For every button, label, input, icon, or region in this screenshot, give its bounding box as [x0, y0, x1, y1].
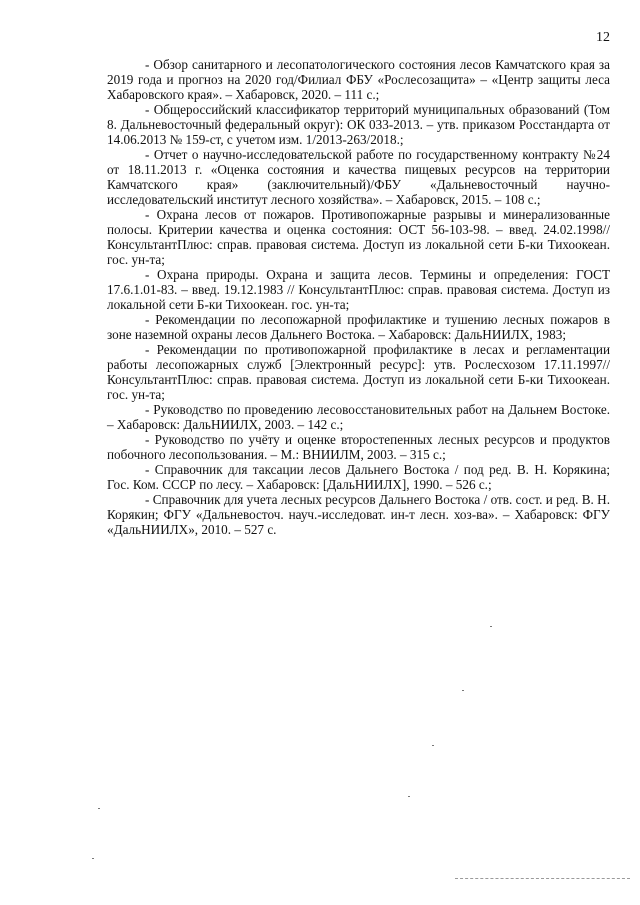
- reference-item: - Рекомендации по лесопожарной профилактике и тушению лесных пожаров в зоне наземной охраны лесов Дальнего Востока. – Хабаровск: ДальНИИЛХ, 1983;: [107, 312, 610, 342]
- reference-item: - Обзор санитарного и лесопатологического состояния лесов Камчатского края за 2019 года и прогноз на 2020 год/Филиал ФБУ «Рослесозащита» – «Центр защиты леса Хабаровского края». – Хабаровск, 2020. – 111 с.;: [107, 57, 610, 102]
- scan-speck: [462, 690, 464, 691]
- scan-speck: [490, 626, 492, 627]
- scan-speck: [92, 858, 94, 859]
- reference-item: - Руководство по учёту и оценке второстепенных лесных ресурсов и продуктов побочного лесопользования. – М.: ВНИИЛМ, 2003. – 315 с.;: [107, 432, 610, 462]
- reference-item: - Справочник для таксации лесов Дальнего Востока / под ред. В. Н. Корякина; Гос. Ком. СССР по лесу. – Хабаровск: [ДальНИИЛХ], 1990. – 526 с.;: [107, 462, 610, 492]
- scan-speck: [432, 745, 434, 746]
- reference-item: - Отчет о научно-исследовательской работе по государственному контракту №24 от 18.11.2013 г. «Оценка состояния и качества пищевых ресурсов на территории Камчатского края» (заключительный)/ФБУ «Дальневосточный научно-исследовательский институт лесного хозяйства». – Хабаровск, 2015. – 108 с.;: [107, 147, 610, 207]
- reference-item: - Охрана природы. Охрана и защита лесов. Термины и определения: ГОСТ 17.6.1.01-83. – введ. 19.12.1983 // КонсультантПлюс: справ. правовая система. Доступ из локальной сети Б-ки Тихоокеан. гос. ун-та;: [107, 267, 610, 312]
- page-number: 12: [596, 30, 610, 45]
- reference-list: [107, 57, 610, 537]
- reference-item: - Охрана лесов от пожаров. Противопожарные разрывы и минерализованные полосы. Критерии качества и оценка состояния: ОСТ 56-103-98. – введ. 24.02.1998// КонсультантПлюс: справ. правовая система. Доступ из локальной сети Б-ки Тихоокеан. гос. ун-та;: [107, 207, 610, 267]
- reference-item: - Справочник для учета лесных ресурсов Дальнего Востока / отв. сост. и ред. В. Н. Корякин; ФГУ «Дальневосточ. науч.-исследоват. ин-т лесн. хоз-ва». – Хабаровск: ФГУ «ДальНИИЛХ», 2010. – 527 с.: [107, 492, 610, 537]
- scan-speck: [98, 808, 100, 809]
- scan-edge-line: [455, 878, 630, 879]
- reference-item: - Общероссийский классификатор территорий муниципальных образований (Том 8. Дальневосточный федеральный округ): ОК 033-2013. – утв. приказом Росстандарта от 14.06.2013 № 159-ст, с учетом изм. 1/2013-263/2018.;: [107, 102, 610, 147]
- reference-item: - Руководство по проведению лесовосстановительных работ на Дальнем Востоке. – Хабаровск: ДальНИИЛХ, 2003. – 142 с.;: [107, 402, 610, 432]
- scan-speck: [408, 796, 410, 797]
- reference-item: - Рекомендации по противопожарной профилактике в лесах и регламентации работы лесопожарных служб [Электронный ресурс]: утв. Рослесхозом 17.11.1997// КонсультантПлюс: справ. правовая система. Доступ из локальной сети Б-ки Тихоокеан. гос. ун-та;: [107, 342, 610, 402]
